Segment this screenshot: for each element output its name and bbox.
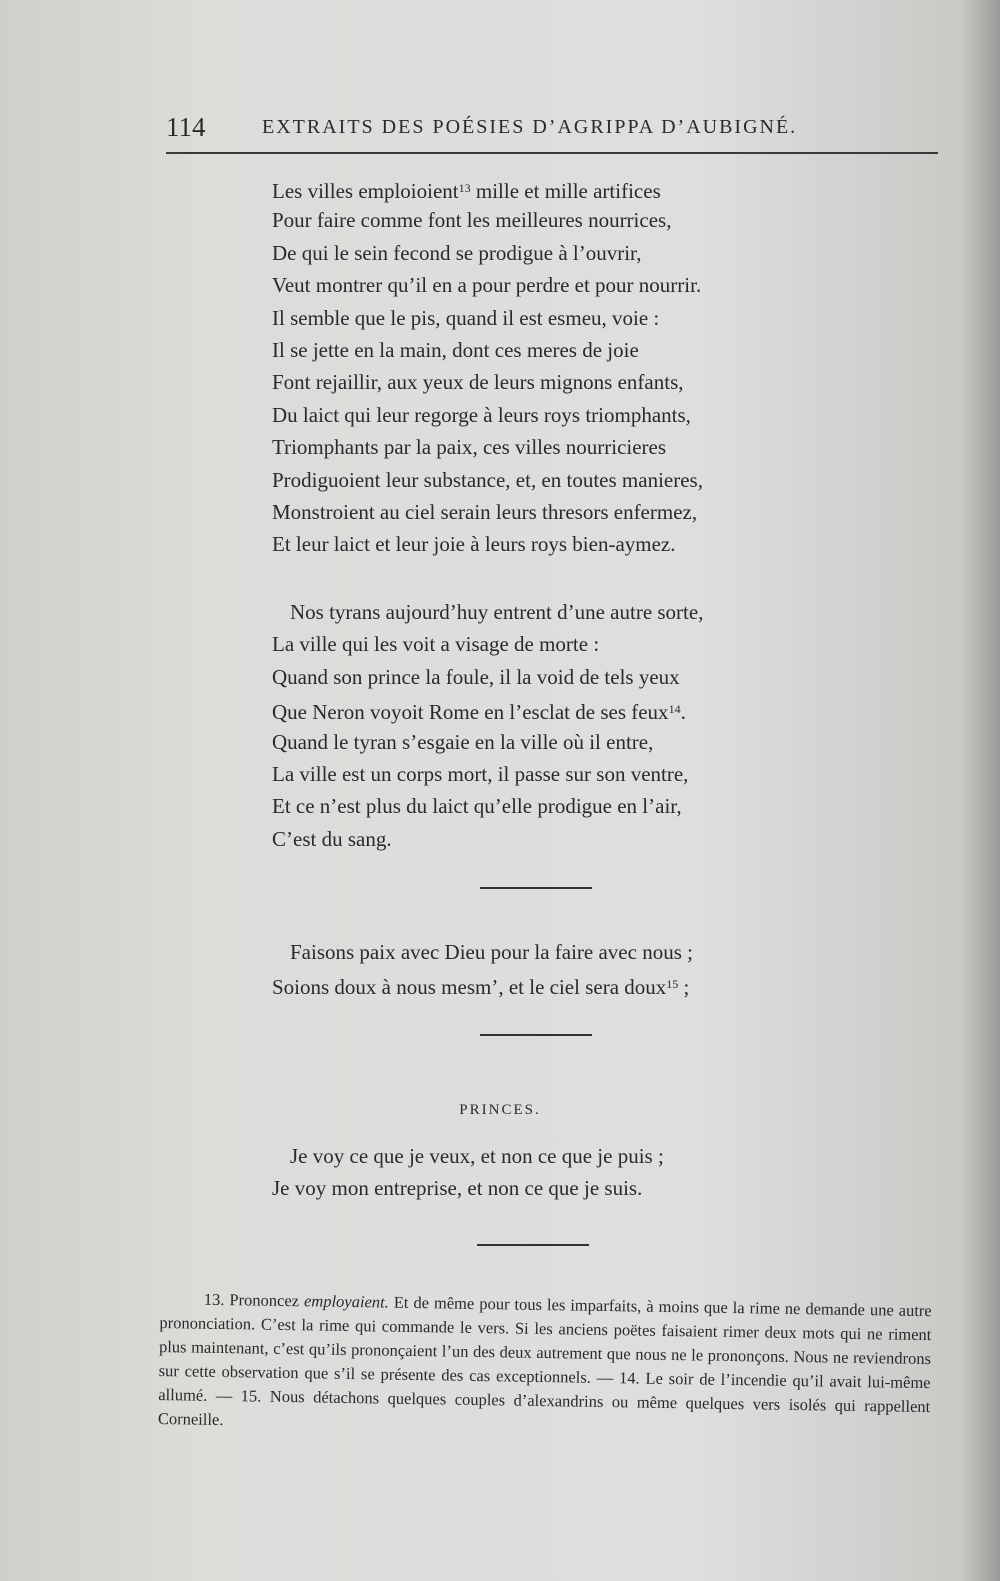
footnote-15-number: 15.: [240, 1386, 262, 1406]
verse-text: Quand son prince la foule, il la void de tels yeux: [272, 664, 680, 689]
verse-text: De qui le sein fecond se prodigue à l’ouvrir,: [272, 240, 642, 265]
verse-line: [272, 366, 792, 398]
stanza-3: [272, 936, 792, 1001]
verse-text: Quand le tyran s’esgaie en la ville où il entre,: [272, 729, 654, 754]
footnote-reference: 14: [668, 702, 681, 717]
verse-text-tail: .: [680, 700, 686, 725]
verse-text: Font rejaillir, aux yeux de leurs mignons enfants,: [272, 370, 684, 395]
verse-line: [272, 464, 792, 496]
verse-line: [272, 823, 792, 855]
stanza-1: [272, 172, 792, 561]
section-divider: [477, 1244, 589, 1246]
section-title: PRINCES.: [459, 1102, 541, 1118]
footnotes: [158, 1287, 932, 1443]
running-title: EXTRAITS DES POÉSIES D’AGRIPPA D’AUBIGNÉ.: [262, 116, 798, 138]
footnote-13-number: 13.: [203, 1289, 225, 1310]
verse-text: Il semble que le pis, quand il est esmeu, voie :: [272, 305, 660, 330]
verse-text: Les villes emploioient: [272, 179, 459, 203]
verse-line: [272, 661, 792, 693]
verse-text: Je voy mon entreprise, et non ce que je suis.: [272, 1176, 643, 1201]
verse-text: La ville qui les voit a visage de morte :: [272, 632, 600, 657]
verse-line: [272, 596, 792, 628]
footnote-reference: 15: [666, 977, 679, 992]
verse-line: [272, 431, 792, 463]
verse-text: Prodiguoient leur substance, et, en toutes manieres,: [272, 467, 703, 492]
verse-text: Il se jette en la main, dont ces meres de joie: [272, 337, 639, 362]
stanza-2: [272, 596, 792, 855]
stanza-4: [272, 1140, 792, 1205]
footnote-reference: 13: [458, 181, 471, 195]
section-divider: [480, 887, 592, 889]
verse-text-tail: ;: [678, 975, 690, 1000]
verse-text: Soions doux à nous mesm’, et le ciel sera doux: [272, 975, 667, 1000]
verse-text: Que Neron voyoit Rome en l’esclat de ses feux: [272, 700, 669, 725]
verse-text: C’est du sang.: [272, 826, 392, 851]
verse-line: [272, 758, 792, 790]
footnote-13-lead: Prononcez: [224, 1290, 305, 1311]
footnote-13-emphasis: employaient.: [303, 1291, 389, 1312]
verse-line: [272, 302, 792, 334]
verse-line: [272, 693, 792, 725]
footnote-13-text: Et de même pour tous les imparfaits, à moins que la rime ne demande une autre prononciation. C’est la rime qui commande le vers. Si les anciens poëtes faisaient rimer deux mots qui ne riment plus maintenant, c’est qu’ils prononçaient l’un des deux autrement que nous ne le prononçons. Nous ne reviendrons sur cette observation que s’il se présente des cas exceptionnels. —: [158, 1292, 932, 1388]
verse-line: [272, 968, 792, 1000]
verse-text: La ville est un corps mort, il passe sur son ventre,: [272, 761, 689, 786]
verse-line: [272, 269, 792, 301]
verse-text: Je voy ce que je veux, et non ce que je puis ;: [290, 1144, 664, 1168]
verse-text: Monstroient au ciel serain leurs thresors enfermez,: [272, 499, 698, 524]
header-rule: [166, 152, 938, 154]
verse-line: [272, 1172, 792, 1204]
verse-text: Faisons paix avec Dieu pour la faire avec nous ;: [290, 940, 693, 964]
verse-line: [272, 496, 792, 528]
verse-line: [272, 399, 792, 431]
verse-line: [272, 528, 792, 560]
verse-line: [272, 334, 792, 366]
footnote-14-number: 14.: [618, 1368, 640, 1388]
verse-line: [272, 628, 792, 660]
verse-line: [272, 172, 792, 204]
verse-text: Et ce n’est plus du laict qu’elle prodigue en l’air,: [272, 794, 682, 819]
page-header: [166, 112, 938, 152]
verse-text-tail: mille et mille artifices: [470, 179, 661, 203]
verse-text: Du laict qui leur regorge à leurs roys triomphants,: [272, 402, 691, 427]
verse-text: Veut montrer qu’il en a pour perdre et pour nourrir.: [272, 273, 702, 298]
page-number: 114: [166, 112, 206, 142]
verse-line: [272, 790, 792, 822]
verse-text: Pour faire comme font les meilleures nourrices,: [272, 208, 672, 233]
verse-text: Triomphants par la paix, ces villes nourricieres: [272, 435, 667, 460]
verse-line: [272, 1140, 792, 1172]
section-divider: [480, 1034, 592, 1036]
footnote-block: [158, 1287, 932, 1443]
footnote-15-text: Nous détachons quelques couples d’alexandrins ou même quelques vers isolés qui rappellent Corneille.: [157, 1386, 931, 1430]
verse-text: Et leur laict et leur joie à leurs roys bien-aymez.: [272, 532, 676, 557]
verse-line: [272, 936, 792, 968]
verse-line: [272, 726, 792, 758]
verse-line: [272, 237, 792, 269]
footnote-14-text: Le soir de l’incendie qu’il avait lui-même allumé. —: [158, 1368, 931, 1406]
verse-text: Nos tyrans aujourd’huy entrent d’une autre sorte,: [290, 600, 704, 624]
verse-line: [272, 204, 792, 236]
